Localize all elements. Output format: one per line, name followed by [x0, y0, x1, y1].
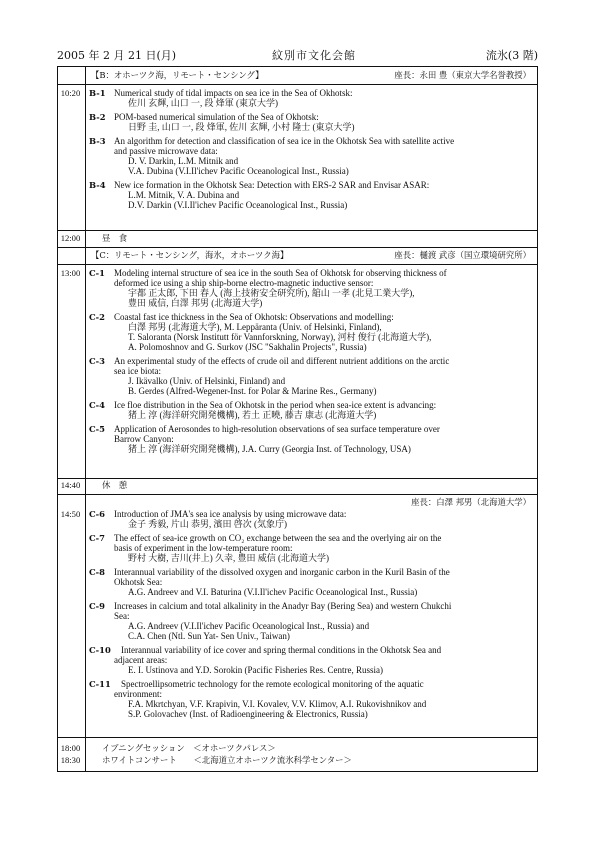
break-time: 14:40 [60, 480, 81, 490]
session-b-title: 【B：オホーツク海，リモート・センシング】 [91, 70, 264, 80]
break-label: 休 憩 [102, 480, 128, 490]
evening-label: イブニングセッション ＜オホーツクパレス＞ [102, 743, 276, 753]
paper-title: Interannual variability of ice cover and spring thermal conditions in the Okhotsk Sea and [121, 645, 442, 655]
paper-title: basis of experiment in the low-temperature room: [114, 543, 293, 553]
paper-authors: 猪上 淳 (海洋研究開発機構), J.A. Curry (Georgia Inst. of Technology, USA) [128, 444, 411, 454]
header-date: 2005 年 2 月 21 日(月) [57, 49, 177, 62]
session-d-chair: 座長：白澤 邦男（北海道大学） [411, 497, 531, 507]
paper-id: B-2 [89, 112, 106, 122]
paper-title: deformed ice using a ship ship-borne electro-magnetic inductive sensor: [114, 278, 374, 288]
session-c-title: 【C：リモート・センシング，海氷，オホーツク海】 [91, 250, 289, 260]
paper-authors: 金子 秀毅, 片山 恭男, 濱田 啓次 (気象庁) [128, 519, 287, 529]
paper-authors: 宇都 正太郎, 下田 春人 (海上技術安全研究所), 舘山 一孝 (北見工業大学), [128, 288, 415, 298]
header-room: 流氷(3 階) [485, 49, 538, 62]
paper-authors: D.V. Darkin (V.I.Il'ichev Pacific Oceanological Inst., Russia) [128, 200, 348, 210]
row-divider [58, 478, 537, 479]
paper-id: B-3 [89, 136, 106, 146]
time-column-divider [85, 67, 86, 771]
paper-authors: T. Saloranta (Norsk Institutt för Vannforskning, Norway), 河村 俊行 (北海道大学), [128, 332, 432, 342]
paper-authors: A. Polomoshnov and G. Surkov (JSC "Sakhalin Projects", Russia) [128, 342, 367, 352]
paper-id: C-6 [89, 509, 105, 519]
row-divider [58, 264, 537, 265]
session-b-time: 10:20 [60, 88, 81, 98]
paper-authors: D. V. Darkin, L.M. Mitnik and [128, 156, 239, 166]
lunch-time: 12:00 [60, 233, 81, 243]
session-b-chair: 座長：永田 豊（東京大学名誉教授） [394, 70, 531, 80]
page-header [57, 51, 538, 65]
row-divider [58, 230, 537, 231]
paper-authors: F.A. Mkrtchyan, V.F. Krapivin, V.I. Kovalev, V.V. Klimov, A.I. Rukovishnikov and [128, 699, 427, 709]
paper-id: C-9 [89, 601, 105, 611]
paper-authors: J. Ikävalko (Univ. of Helsinki, Finland) and [128, 376, 286, 386]
paper-title: Okhotsk Sea: [114, 577, 163, 587]
paper-title: Sea: [114, 611, 130, 621]
evening-time: 18:00 [60, 743, 81, 753]
paper-authors: 佐川 玄輝, 山口 一, 段 烽軍 (東京大学) [128, 98, 278, 108]
paper-authors: 猪上 淳 (海洋研究開発機構), 若土 正曉, 藤吉 康志 (北海道大学) [128, 410, 377, 420]
paper-title: Numerical study of tidal impacts on sea ice in the Sea of Okhotsk: [114, 88, 353, 98]
paper-id: C-7 [89, 533, 105, 543]
program-table [57, 66, 538, 772]
paper-title: POM-based numerical simulation of the Sea of Okhotsk: [114, 112, 319, 122]
session-c-time: 13:00 [60, 268, 81, 278]
paper-authors: 日野 圭, 山口 一, 段 烽軍, 佐川 玄輝, 小村 隆士 (東京大学) [128, 122, 355, 132]
paper-title: and passive microwave data: [114, 146, 218, 156]
paper-id: C-11 [89, 679, 111, 689]
paper-title: Interannual variability of the dissolved oxygen and inorganic carbon in the Kuril Basin of the [114, 567, 450, 577]
paper-authors: E. I. Ustinova and Y.D. Sorokin (Pacific Fisheries Res. Centre, Russia) [128, 665, 383, 675]
paper-authors: 豊田 威信, 白澤 邦男 (北海道大学) [128, 298, 263, 308]
paper-title: adjacent areas: [114, 655, 168, 665]
paper-authors: L.M. Mitnik, V. A. Dubina and [128, 190, 240, 200]
row-divider [58, 494, 537, 495]
paper-authors: B. Gerdes (Alfred-Wegener-Inst. for Polar & Marine Res., Germany) [128, 386, 377, 396]
header-venue: 紋別市文化会館 [272, 49, 356, 62]
row-divider [58, 247, 537, 248]
paper-title: environment: [114, 689, 162, 699]
paper-title: Introduction of JMA's sea ice analysis by using microwave data: [114, 509, 347, 519]
paper-title: Modeling internal structure of sea ice in the south Sea of Okhotsk for observing thickness of [114, 268, 447, 278]
paper-title: An algorithm for detection and classification of sea ice in the Okhotsk Sea with satellite active [114, 136, 455, 146]
paper-authors: S.P. Golovachev (Inst. of Radioengineering & Electronics, Russia) [128, 709, 368, 719]
paper-id: C-1 [89, 268, 105, 278]
paper-title: An experimental study of the effects of crude oil and different nutrient additions on the arctic [114, 356, 450, 366]
paper-authors: A.G. Andreev and V.I. Baturina (V.I.Il'ichev Pacific Oceanological Inst., Russia) [128, 587, 418, 597]
paper-id: C-3 [89, 356, 105, 366]
paper-authors: 白澤 邦男 (北海道大学), M. Leppäranta (Univ. of Helsinki, Finland), [128, 322, 382, 332]
paper-title: The effect of sea-ice growth on CO₂ exchange between the sea and the overlying air on the [114, 533, 442, 543]
session-d-time: 14:50 [60, 509, 81, 519]
paper-id: B-4 [89, 180, 106, 190]
evening-label: ホワイトコンサート ＜北海道立オホーツク流氷科学センター＞ [102, 755, 352, 765]
lunch-label: 昼 食 [102, 233, 128, 243]
row-divider [58, 737, 537, 738]
paper-title: Ice floe distribution in the Sea of Okhotsk in the period when sea-ice extent is advancing: [114, 400, 437, 410]
paper-title: Spectroellipsometric technology for the remote ecological monitoring of the aquatic [121, 679, 424, 689]
paper-authors: 野村 大樹, 吉川(井上) 久幸, 豊田 威信 (北海道大学) [128, 553, 329, 563]
paper-id: C-4 [89, 400, 105, 410]
paper-title: Increases in calcium and total alkalinity in the Anadyr Bay (Bering Sea) and western Chukchi [114, 601, 452, 611]
paper-id: C-2 [89, 312, 105, 322]
session-c-chair: 座長：樋渡 武彦（国立環境研究所） [394, 250, 531, 260]
paper-title: Barrow Canyon: [114, 434, 174, 444]
paper-id: C-5 [89, 424, 105, 434]
paper-title: sea ice biota: [114, 366, 161, 376]
paper-id: C-10 [89, 645, 111, 655]
paper-id: B-1 [89, 88, 106, 98]
paper-title: Coastal fast ice thickness in the Sea of Okhotsk: Observations and modelling: [114, 312, 394, 322]
paper-authors: A.G. Andreev (V.I.Il'ichev Pacific Oceanological Inst., Russia) and [128, 621, 370, 631]
evening-time: 18:30 [60, 755, 81, 765]
paper-id: C-8 [89, 567, 105, 577]
row-divider [58, 84, 537, 85]
paper-title: New ice formation in the Okhotsk Sea: Detection with ERS-2 SAR and Envisar ASAR: [114, 180, 430, 190]
paper-authors: V.A. Dubina (V.I.Il'ichev Pacific Oceanological Inst., Russia) [128, 166, 349, 176]
paper-authors: C.A. Chen (Ntl. Sun Yat- Sen Univ., Taiwan) [128, 631, 290, 641]
paper-title: Application of Aerosondes to high-resolution observations of sea surface temperature over [114, 424, 440, 434]
